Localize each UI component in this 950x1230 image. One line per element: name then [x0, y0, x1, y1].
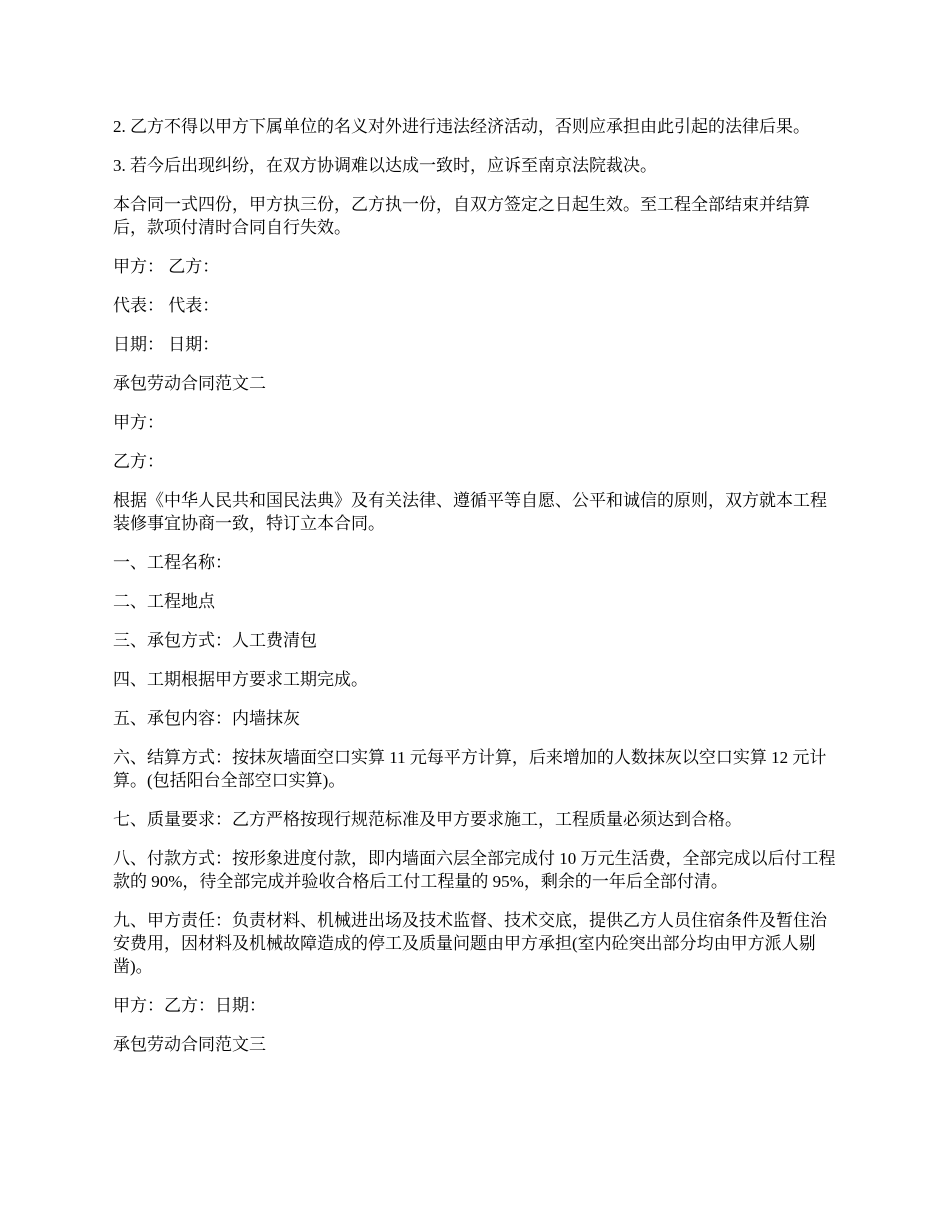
party-a-label: 甲方： — [113, 413, 164, 432]
paragraph-preamble: 根据《中华人民共和国民法典》及有关法律、遵循平等自愿、公平和诚信的原则，双方就本工程装修事宜协商一致，特订立本合同。 — [113, 491, 827, 533]
clause-payment: 八、付款方式：按形象进度付款，即内墙面六层全部完成付 10 万元生活费，全部完成以后付工程款的 90%，待全部完成并验收合格后工付工程量的 95%，剩余的一年后全部付清。 — [113, 849, 836, 891]
paragraph-clause-2: 2. 乙方不得以甲方下属单位的名义对外进行违法经济活动，否则应承担由此引起的法律后果。 — [113, 117, 810, 136]
signature-line: 甲方：乙方：日期： — [113, 996, 266, 1015]
document-page — [113, 115, 840, 1072]
clause-project-name: 一、工程名称： — [113, 553, 232, 572]
section-title-sample-three: 承包劳动合同范文三 — [113, 1035, 266, 1054]
clause-contract-method: 三、承包方式：人工费清包 — [113, 631, 317, 650]
paragraph-validity: 本合同一式四份，甲方执三份，乙方执一份，自双方签定之日起生效。至工程全部结束并结算后，款项付清时合同自行失效。 — [113, 195, 810, 237]
signature-dates: 日期： 日期： — [113, 335, 220, 354]
party-b-label: 乙方： — [113, 452, 164, 471]
section-title-sample-two: 承包劳动合同范文二 — [113, 374, 266, 393]
clause-party-a-duties: 九、甲方责任：负责材料、机械进出场及技术监督、技术交底，提供乙方人员住宿条件及暂住治安费用，因材料及机械故障造成的停工及质量问题由甲方承担(室内砼突出部分均由甲方派人剔凿)。 — [113, 911, 827, 976]
signature-parties: 甲方： 乙方： — [113, 257, 220, 276]
paragraph-clause-3: 3. 若今后出现纠纷，在双方协调难以达成一致时，应诉至南京法院裁决。 — [113, 156, 657, 175]
signature-representatives: 代表： 代表： — [113, 296, 220, 315]
clause-project-location: 二、工程地点 — [113, 592, 215, 611]
clause-scope: 五、承包内容：内墙抹灰 — [113, 709, 300, 728]
clause-quality: 七、质量要求：乙方严格按现行规范标准及甲方要求施工，工程质量必须达到合格。 — [113, 810, 742, 829]
clause-schedule: 四、工期根据甲方要求工期完成。 — [113, 670, 368, 689]
clause-settlement: 六、结算方式：按抹灰墙面空口实算 11 元每平方计算，后来增加的人数抹灰以空口实算 12 元计算。(包括阳台全部空口实算)。 — [113, 748, 827, 790]
